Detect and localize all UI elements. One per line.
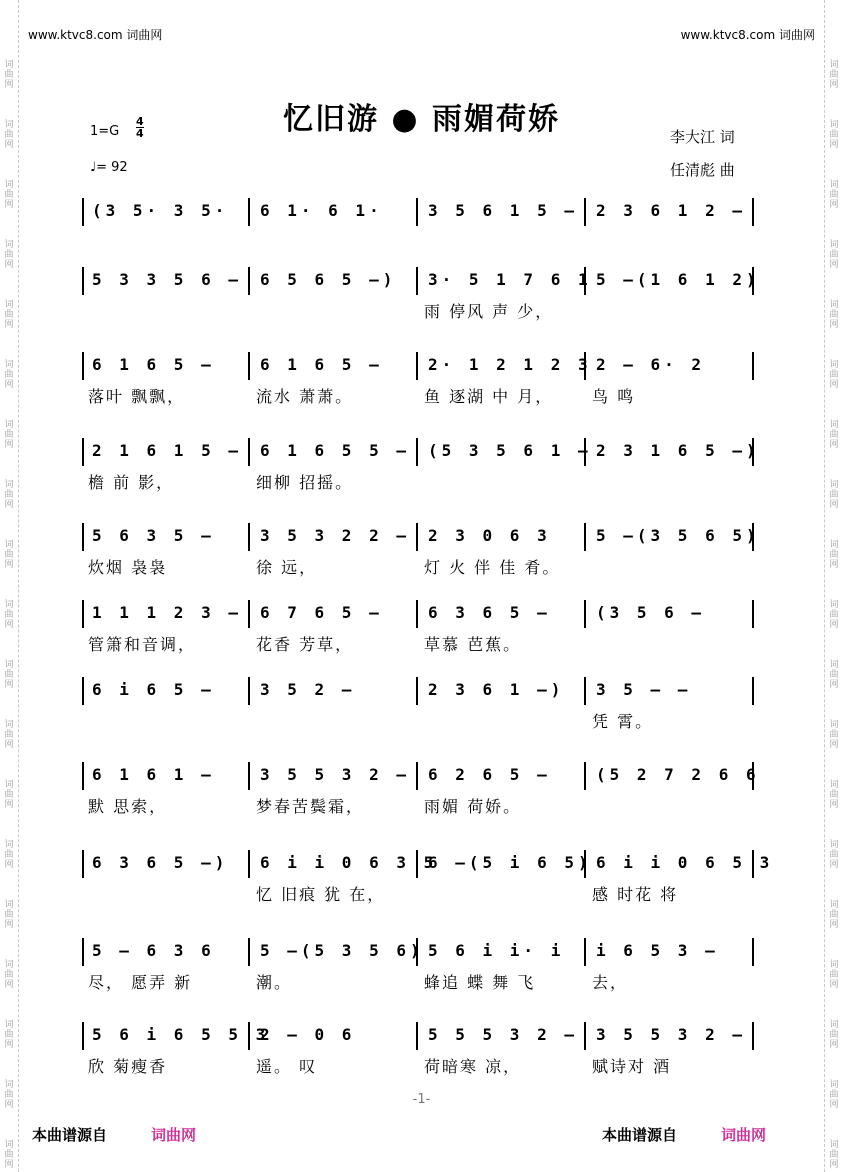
measure-notes: 5 –(5 3 5 6) — [260, 941, 424, 960]
measure — [586, 600, 754, 628]
measure-notes: 6 i i 0 6 3 5 — [260, 853, 438, 872]
measure-notes: 5 –(3 5 6 5) — [596, 526, 760, 545]
measure — [250, 438, 418, 466]
footer-left — [32, 1124, 196, 1145]
measure — [250, 1022, 418, 1050]
measure-lyrics: 草慕 芭蕉。 — [424, 635, 522, 654]
side-watermark-mark: 词曲网 — [4, 60, 14, 90]
measure-lyrics: 细柳 招摇。 — [256, 473, 354, 492]
side-watermark-mark: 词曲网 — [4, 780, 14, 810]
measure-notes: 6 1 6 5 – — [92, 355, 215, 374]
measure-lyrics: 鱼 逐湖 中 月， — [424, 387, 554, 406]
side-watermark-mark: 词曲网 — [829, 180, 839, 210]
measure-notes: 2 – 0 6 — [260, 1025, 356, 1044]
side-watermark-mark: 词曲网 — [829, 660, 839, 690]
measure — [418, 850, 592, 878]
measure-notes: 6 1 6 5 5 – — [260, 441, 410, 460]
measure-lyrics: 欣 菊瘦香 — [88, 1057, 168, 1076]
side-watermark-mark: 词曲网 — [4, 720, 14, 750]
measure-lyrics: 蜂追 蝶 舞 飞 — [424, 973, 536, 992]
measure — [250, 198, 418, 226]
measure-lyrics: 感 时花 将 — [592, 885, 679, 904]
measure-notes: 2 3 1 6 5 –) — [596, 441, 760, 460]
side-watermark-mark: 词曲网 — [829, 1080, 839, 1110]
time-signature-bottom: 4 — [136, 127, 144, 140]
measure — [418, 352, 592, 380]
measure-lyrics: 花香 芳草， — [256, 635, 354, 654]
side-watermark-mark: 词曲网 — [829, 300, 839, 330]
measure — [418, 1022, 586, 1050]
side-watermark-mark: 词曲网 — [4, 120, 14, 150]
measure-notes: 6 1· 6 1· — [260, 201, 383, 220]
measure-notes: (5 2 7 2 6 6 — [596, 765, 760, 784]
song-title: 忆旧游 ● 雨媚荷娇 — [282, 102, 561, 137]
side-watermark-mark: 词曲网 — [829, 240, 839, 270]
measure-notes: 5 6 i i· i — [428, 941, 565, 960]
measure — [82, 438, 250, 466]
measure-notes: 6 i i 0 6 5 3 — [596, 853, 774, 872]
footer-source-label: 本曲谱源自 — [32, 1126, 108, 1144]
measure-lyrics: 尽， 愿弄 新 — [88, 973, 193, 992]
measure-lyrics: 荷暗寒 凉， — [424, 1057, 522, 1076]
side-watermark-mark: 词曲网 — [4, 600, 14, 630]
measure-notes: 5 5 5 3 2 – — [428, 1025, 578, 1044]
measure-notes: 5 –(1 6 1 2) — [596, 270, 760, 289]
measure-notes: 6 3 6 5 –) — [92, 853, 229, 872]
measure-notes: 6 3 6 5 – — [428, 603, 551, 622]
side-watermark-mark: 词曲网 — [829, 120, 839, 150]
measure-notes: 6 5 6 5 –) — [260, 270, 397, 289]
measure-notes: 1 1 1 2 3 – — [92, 603, 242, 622]
measure — [586, 762, 760, 790]
side-watermark-mark: 词曲网 — [4, 480, 14, 510]
measure — [82, 523, 250, 551]
measure-notes: 3· 5 1 7 6 1 — [428, 270, 592, 289]
side-watermark-mark: 词曲网 — [4, 180, 14, 210]
composer-credit: 任清彪 曲 — [670, 161, 735, 179]
measure — [586, 267, 760, 295]
measure — [418, 267, 592, 295]
measure — [82, 352, 250, 380]
side-watermark-mark: 词曲网 — [829, 1140, 839, 1170]
measure — [82, 1022, 270, 1050]
side-watermark-mark: 词曲网 — [829, 420, 839, 450]
measure-notes: (5 3 5 6 1 – — [428, 441, 592, 460]
measure-notes: 3 5 5 3 2 – — [596, 1025, 746, 1044]
measure-notes: 6 2 6 5 – — [428, 765, 551, 784]
measure — [250, 938, 424, 966]
footer-right — [602, 1124, 766, 1145]
measure-lyrics: 炊烟 袅袅 — [88, 558, 168, 577]
measure-lyrics: 灯 火 伴 佳 肴。 — [424, 558, 561, 577]
measure-lyrics: 赋诗对 酒 — [592, 1057, 672, 1076]
measure-lyrics: 檐 前 影， — [88, 473, 175, 492]
measure-notes: (3 5 6 – — [596, 603, 706, 622]
measure-lyrics: 雨 停风 声 少， — [424, 302, 554, 321]
measure — [586, 438, 760, 466]
side-watermark-mark: 词曲网 — [829, 840, 839, 870]
header-left-site[interactable]: www.ktvc8.com 词曲网 — [28, 28, 163, 42]
side-watermark-mark: 词曲网 — [829, 600, 839, 630]
measure-notes: 3 5 – – — [596, 680, 692, 699]
measure — [250, 850, 438, 878]
measure-notes: 3 5 6 1 5 – — [428, 201, 578, 220]
side-watermark-mark: 词曲网 — [829, 60, 839, 90]
measure — [82, 850, 250, 878]
tempo-marking: ♩= 92 — [90, 160, 128, 175]
footer-source-label: 本曲谱源自 — [602, 1126, 678, 1144]
left-margin-watermark — [0, 0, 19, 1172]
measure — [586, 352, 754, 380]
measure-notes: 2 3 6 1 2 – — [596, 201, 746, 220]
footer-brand-link[interactable]: 词曲网 — [721, 1126, 767, 1144]
measure — [82, 198, 250, 226]
side-watermark-mark: 词曲网 — [829, 900, 839, 930]
measure-notes: i 6 5 3 – — [596, 941, 719, 960]
measure-notes: 5 6 3 5 – — [92, 526, 215, 545]
measure — [250, 677, 418, 705]
measure-lyrics: 默 思索， — [88, 797, 168, 816]
side-watermark-mark: 词曲网 — [4, 1080, 14, 1110]
side-watermark-mark: 词曲网 — [4, 240, 14, 270]
right-margin-watermark — [824, 0, 843, 1172]
measure — [586, 198, 754, 226]
measure-lyrics: 流水 萧萧。 — [256, 387, 354, 406]
side-watermark-mark: 词曲网 — [4, 420, 14, 450]
side-watermark-mark: 词曲网 — [4, 840, 14, 870]
side-watermark-mark: 词曲网 — [4, 660, 14, 690]
side-watermark-mark: 词曲网 — [829, 720, 839, 750]
side-watermark-mark: 词曲网 — [4, 540, 14, 570]
measure-lyrics: 遥。 叹 — [256, 1057, 318, 1076]
measure — [418, 762, 586, 790]
measure-lyrics: 管箫和音调， — [88, 635, 197, 654]
measure-lyrics: 凭 霄。 — [592, 712, 654, 731]
measure-notes: 2 3 0 6 3 — [428, 526, 551, 545]
measure-lyrics: 鸟 鸣 — [592, 387, 636, 406]
header-right-site[interactable]: www.ktvc8.com 词曲网 — [680, 28, 815, 42]
measure — [250, 762, 418, 790]
side-watermark-mark: 词曲网 — [4, 960, 14, 990]
measure-lyrics: 梦春苦鬓霜， — [256, 797, 365, 816]
side-watermark-mark: 词曲网 — [829, 540, 839, 570]
measure — [586, 850, 774, 878]
measure-lyrics: 去， — [592, 973, 629, 992]
time-signature — [136, 116, 144, 139]
measure-notes: 3 5 5 3 2 – — [260, 765, 410, 784]
measure-notes: 5 3 3 5 6 – — [92, 270, 242, 289]
measure — [586, 1022, 754, 1050]
measure — [586, 523, 760, 551]
measure-notes: 6 1 6 1 – — [92, 765, 215, 784]
measure-notes: 5 6 i 6 5 5 3 — [92, 1025, 270, 1044]
measure-notes: 2 1 6 1 5 – — [92, 441, 242, 460]
side-watermark-mark: 词曲网 — [829, 780, 839, 810]
lyricist-credit: 李大江 词 — [670, 128, 735, 146]
measure-lyrics: 徐 远， — [256, 558, 318, 577]
measure — [82, 677, 250, 705]
side-watermark-mark: 词曲网 — [829, 960, 839, 990]
measure-notes: 6 7 6 5 – — [260, 603, 383, 622]
measure-notes: 3 5 2 – — [260, 680, 356, 699]
measure — [250, 600, 418, 628]
side-watermark-mark: 词曲网 — [4, 900, 14, 930]
measure-lyrics: 忆 旧痕 犹 在， — [256, 885, 386, 904]
measure-notes: 3 5 3 2 2 – — [260, 526, 410, 545]
measure — [82, 762, 250, 790]
time-signature-top: 4 — [136, 115, 144, 128]
measure — [82, 267, 250, 295]
measure — [250, 352, 418, 380]
measure — [418, 198, 586, 226]
measure-notes: 2 – 6· 2 — [596, 355, 706, 374]
measure-notes: 6 –(5 i 6 5) — [428, 853, 592, 872]
measure — [586, 677, 754, 705]
measure-lyrics: 潮。 — [256, 973, 293, 992]
side-watermark-mark: 词曲网 — [4, 300, 14, 330]
measure — [418, 600, 586, 628]
measure-notes: 2· 1 2 1 2 3 — [428, 355, 592, 374]
measure-notes: 6 i 6 5 – — [92, 680, 215, 699]
measure — [418, 677, 586, 705]
measure — [250, 523, 418, 551]
measure — [82, 600, 250, 628]
side-watermark-mark: 词曲网 — [829, 360, 839, 390]
measure-notes: (3 5· 3 5· — [92, 201, 229, 220]
side-watermark-mark: 词曲网 — [829, 480, 839, 510]
measure-notes: 5 – 6 3 6 — [92, 941, 215, 960]
measure-notes: 6 1 6 5 – — [260, 355, 383, 374]
measure-lyrics: 雨媚 荷娇。 — [424, 797, 522, 816]
side-watermark-mark: 词曲网 — [4, 1140, 14, 1170]
measure — [418, 438, 592, 466]
measure-lyrics: 落叶 飘飘， — [88, 387, 186, 406]
measure — [418, 523, 586, 551]
side-watermark-mark: 词曲网 — [829, 1020, 839, 1050]
measure — [586, 938, 754, 966]
measure — [82, 938, 250, 966]
measure — [418, 938, 586, 966]
side-watermark-mark: 词曲网 — [4, 1020, 14, 1050]
measure — [250, 267, 418, 295]
footer-brand-link[interactable]: 词曲网 — [151, 1126, 197, 1144]
side-watermark-mark: 词曲网 — [4, 360, 14, 390]
key-signature: 1=G — [90, 124, 120, 139]
page-number: -1- — [412, 1092, 431, 1107]
measure-notes: 2 3 6 1 –) — [428, 680, 565, 699]
